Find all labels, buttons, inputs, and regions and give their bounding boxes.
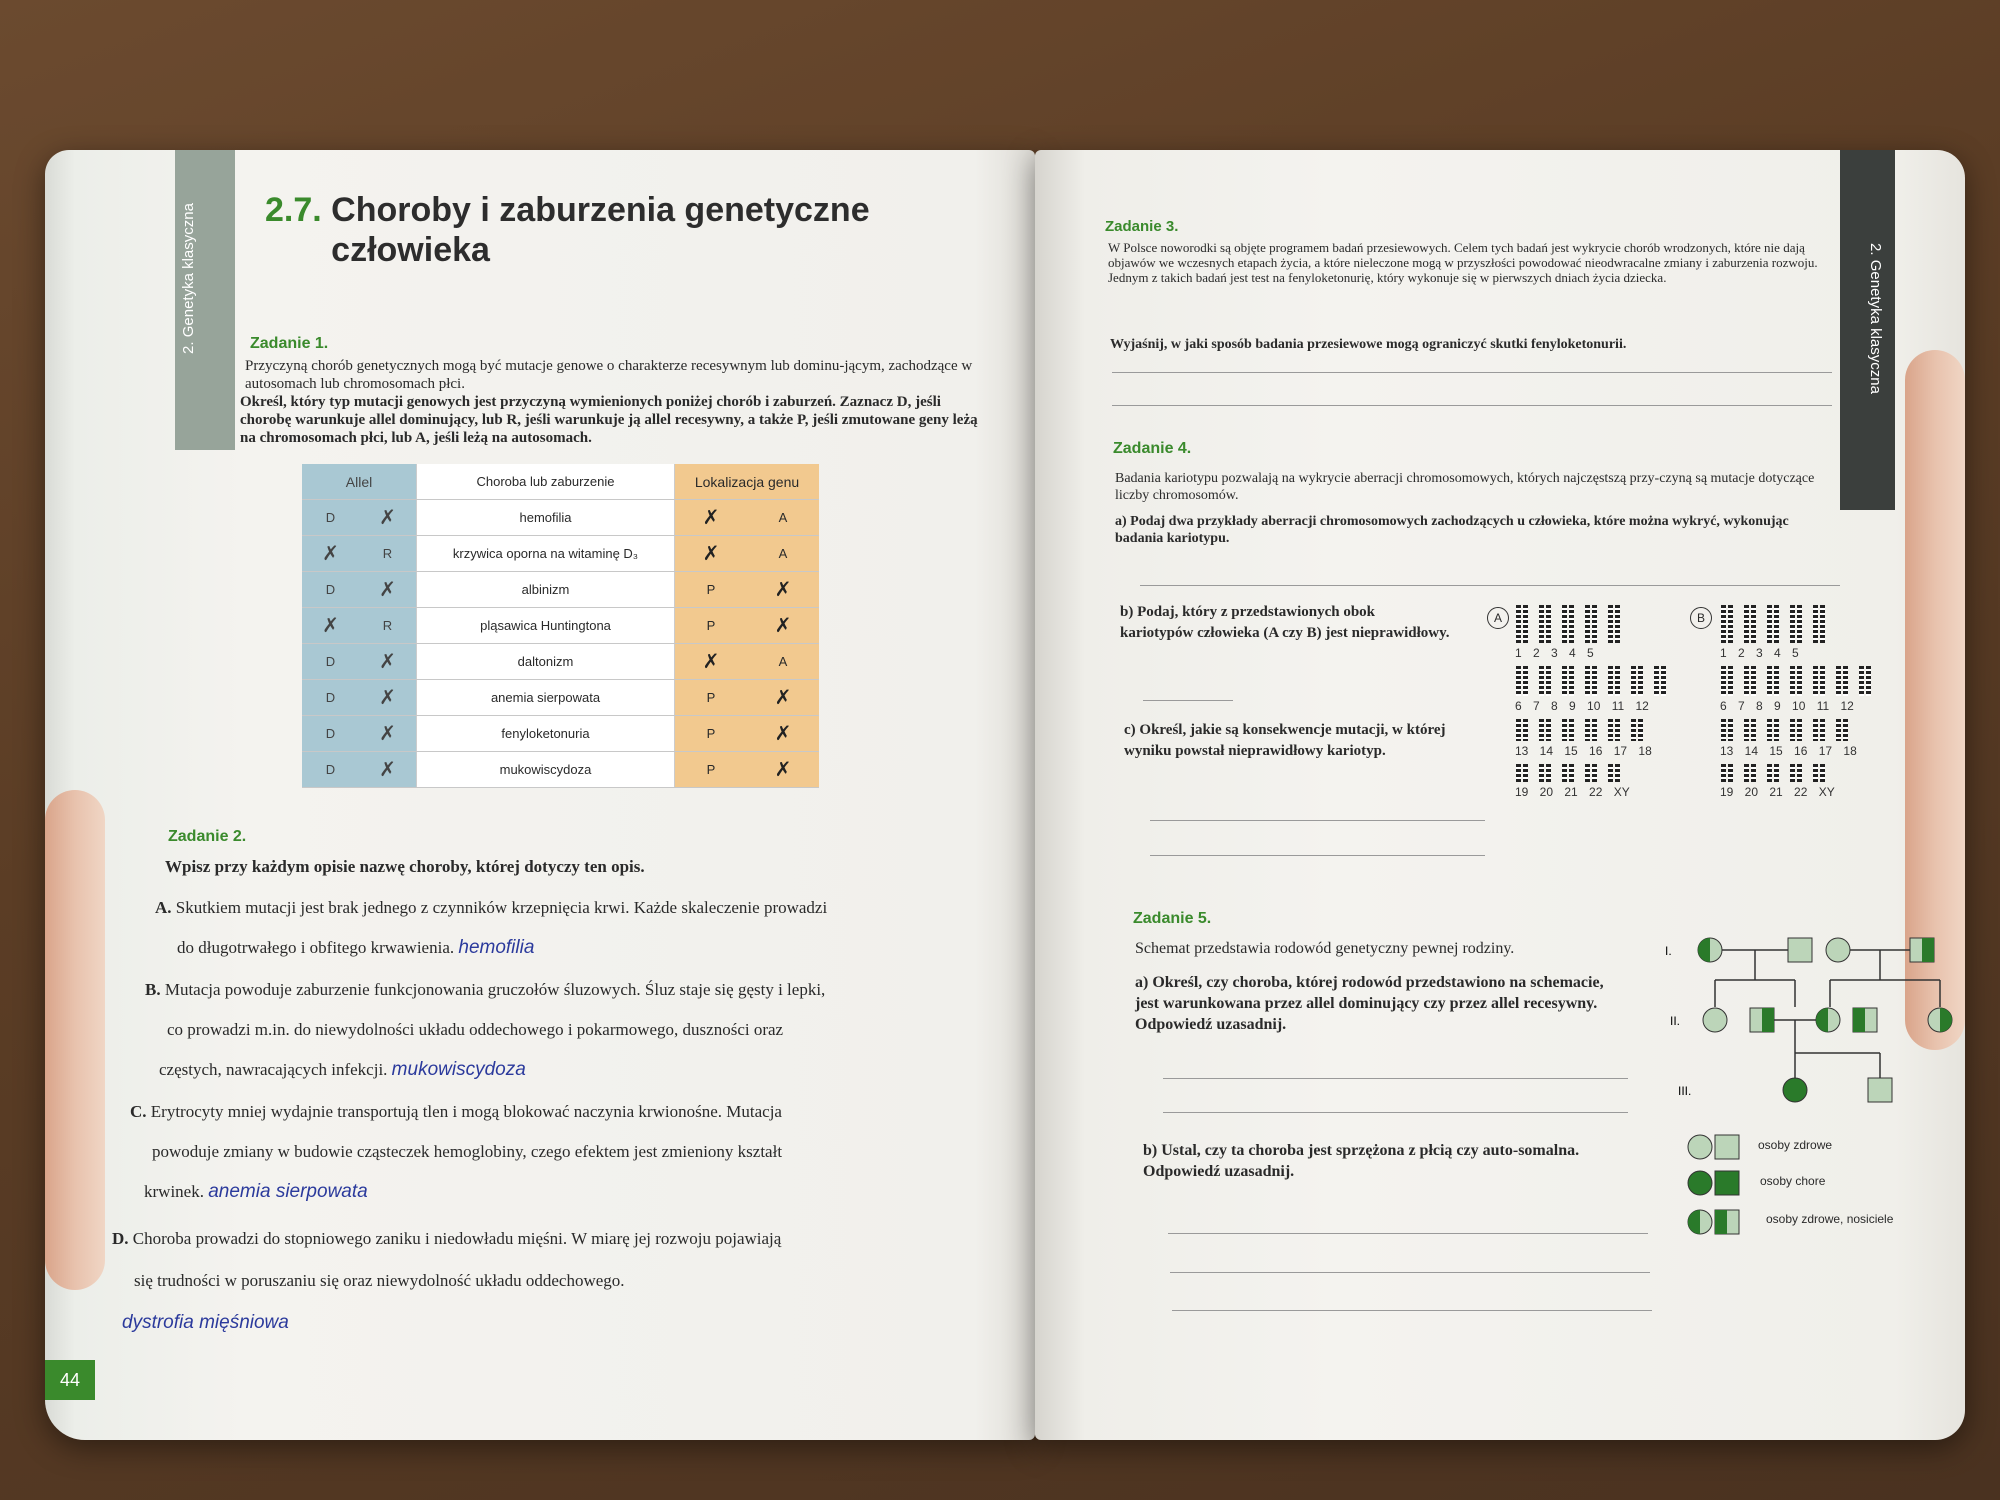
table-row	[302, 608, 819, 644]
chromosome-pair	[1515, 666, 1529, 699]
col-allel: Allel	[302, 464, 417, 500]
answer-line[interactable]	[1140, 585, 1840, 586]
chromosome-pair	[1561, 764, 1575, 785]
task4-c: c) Określ, jakie są konsekwencje mutacji, w której wyniku powstał nieprawidłowy kariotyp.	[1124, 722, 1446, 759]
cell-l2[interactable]: ✗	[747, 716, 819, 752]
legend-healthy-circle	[1688, 1135, 1712, 1159]
cell-l2[interactable]: ✗	[747, 572, 819, 608]
answer-line[interactable]	[1168, 1233, 1648, 1234]
chromosome-pair	[1584, 666, 1598, 699]
task5-title: Zadanie 5.	[1133, 910, 1212, 927]
chromosome-pair	[1720, 719, 1734, 744]
chromosome-pair	[1584, 764, 1598, 785]
legend-sick: osoby chore	[1760, 1174, 1826, 1188]
cell-l1[interactable]: ✗	[675, 644, 748, 680]
chromosome-pair	[1789, 719, 1803, 744]
answer-line[interactable]	[1150, 820, 1485, 821]
person-square-healthy	[1868, 1078, 1892, 1102]
cell-a2[interactable]: ✗	[359, 716, 417, 752]
chromosome-row	[1515, 666, 1715, 699]
cell-l2[interactable]: ✗	[747, 752, 819, 788]
task2-title: Zadanie 2.	[168, 828, 247, 845]
task2-item-b: B. Mutacja powoduje zaburzenie funkcjonowania gruczołów śluzowych. Śluz staje się gęsty i lepki, co prowadzi m.in. do niewydolności układu oddechowego i pokarmowego, duszności oraz częstych, nawracających infekcji. mukowiscydoza	[145, 980, 826, 1080]
answer-c[interactable]: anemia sierpowata	[208, 1181, 368, 1202]
chromosome-pair	[1515, 719, 1529, 744]
carrier-half-icon	[1940, 1008, 1952, 1032]
task2-item-a: A. Skutkiem mutacji jest brak jednego z czynników krzepnięcia krwi. Każde skaleczenie prowadzi do długotrwałego i obfitego krwawienia. hemofilia	[155, 898, 828, 958]
cell-l2[interactable]: A	[747, 644, 819, 680]
legend-sick-square	[1715, 1171, 1739, 1195]
cell-a1[interactable]: D	[302, 572, 359, 608]
decorative-photo	[45, 790, 105, 1290]
task1-table	[302, 464, 819, 788]
table-row	[302, 572, 819, 608]
chromosome-pair	[1538, 764, 1552, 785]
cell-disease: hemofilia	[417, 500, 675, 536]
cell-disease: albinizm	[417, 572, 675, 608]
chromosome-pair	[1653, 666, 1667, 699]
chromosome-pair	[1630, 719, 1644, 744]
cell-a1[interactable]: ✗	[302, 536, 359, 572]
legend-healthy-square	[1715, 1135, 1739, 1159]
chromosome-pair	[1538, 605, 1552, 646]
chromosome-pair	[1515, 605, 1529, 646]
chromosome-pair	[1766, 764, 1780, 785]
chromosome-pair	[1812, 719, 1826, 744]
table-row	[302, 716, 819, 752]
chromosome-row	[1515, 764, 1715, 785]
chromosome-pair	[1720, 666, 1734, 699]
gen-label-2: II.	[1670, 1014, 1681, 1028]
chromosome-pair	[1789, 605, 1803, 646]
chromosome-pair	[1538, 666, 1552, 699]
chromosome-row	[1515, 605, 1715, 646]
task5-b: b) Ustal, czy ta choroba jest sprzężona z płcią czy auto-somalna. Odpowiedź uzasadnij.	[1143, 1142, 1580, 1180]
cell-a1[interactable]: D	[302, 500, 359, 536]
chromosome-pair	[1630, 666, 1644, 699]
chromosome-row-label: 1 2 3 4 5	[1515, 646, 1594, 660]
col-location: Lokalizacja genu	[675, 464, 820, 500]
answer-line[interactable]	[1170, 1272, 1650, 1273]
task4-text: Badania kariotypu pozwalają na wykrycie aberracji chromosomowych, których najczęstszą przy-czyną są mutacje dotyczące liczby chromosomów.	[1115, 471, 1815, 503]
answer-b[interactable]: mukowiscydoza	[391, 1059, 526, 1080]
task4-a: a) Podaj dwa przykłady aberracji chromosomowych zachodzących u człowieka, które można wykryć, wykonując badania kariotypu.	[1115, 514, 1789, 546]
cell-a1[interactable]: D	[302, 716, 359, 752]
chromosome-row-label: 13 14 15 16 17 18	[1515, 744, 1652, 758]
chromosome-row	[1720, 666, 1920, 699]
task1-instruction: Określ, który typ mutacji genowych jest przyczyną wymienionych poniżej chorób i zaburzeń. Zaznacz D, jeśli chorobę warunkuje allel dominujący, lub R, jeśli warunkuje ją allel recesywny, a także P, jeśli zmutowane geny leżą na chromosomach płci, lub A, jeśli leżą na autosomach.	[240, 394, 978, 446]
cell-disease: mukowiscydoza	[417, 752, 675, 788]
chromosome-pair	[1584, 719, 1598, 744]
cell-a1[interactable]: D	[302, 752, 359, 788]
chromosome-pair	[1812, 605, 1826, 646]
task3-title: Zadanie 3.	[1105, 218, 1179, 235]
chromosome-pair	[1720, 605, 1734, 646]
carrier-half-icon	[1688, 1210, 1700, 1234]
answer-line[interactable]	[1163, 1112, 1628, 1113]
cell-l1[interactable]: P	[675, 716, 748, 752]
answer-line[interactable]	[1150, 855, 1485, 856]
cell-disease: pląsawica Huntingtona	[417, 608, 675, 644]
cell-a2[interactable]: ✗	[359, 680, 417, 716]
carrier-half-icon	[1762, 1008, 1774, 1032]
task4-title: Zadanie 4.	[1113, 440, 1192, 457]
person-square-healthy	[1788, 938, 1812, 962]
chapter-tab: 2. Genetyka klasyczna	[175, 150, 235, 450]
cell-a1[interactable]: ✗	[302, 608, 359, 644]
cell-l1[interactable]: P	[675, 680, 748, 716]
person-circle-sick	[1783, 1078, 1807, 1102]
cell-l1[interactable]: P	[675, 752, 748, 788]
cell-a1[interactable]: D	[302, 680, 359, 716]
table-row	[302, 644, 819, 680]
answer-a[interactable]: hemofilia	[458, 937, 535, 958]
chromosome-pair	[1743, 764, 1757, 785]
chromosome-pair	[1812, 764, 1826, 785]
task3-text: W Polsce noworodki są objęte programem badań przesiewowych. Celem tych badań jest wykrycie chorób wrodzonych, które nie dają objawów we wczesnych etapach życia, a które nieleczone mogą w przyszłości powodować nieodwracalne zmiany i zaburzenia rozwoju. Jednym z takich badań jest test na fenyloketonurię, który wykonuje się w pierwszych dniach życia dziecka.	[1108, 240, 1818, 285]
chromosome-pair	[1789, 666, 1803, 699]
cell-disease: fenyloketonuria	[417, 716, 675, 752]
chromosome-pair	[1858, 666, 1872, 699]
table-row	[302, 500, 819, 536]
cell-a2[interactable]: ✗	[359, 752, 417, 788]
person-circle-healthy	[1826, 938, 1850, 962]
task3-question: Wyjaśnij, w jaki sposób badania przesiewowe mogą ograniczyć skutki fenyloketonurii.	[1110, 337, 1627, 352]
table-row	[302, 752, 819, 788]
chapter-tab-right: 2. Genetyka klasyczna	[1840, 150, 1895, 510]
chromosome-pair	[1720, 764, 1734, 785]
task5-a: a) Określ, czy choroba, której rodowód przedstawiono na schemacie, jest warunkowana przez allel dominujący czy przez allel recesywny. Odpowiedź uzasadnij.	[1135, 974, 1604, 1033]
section-heading: 2.7. Choroby i zaburzenia genetyczne człowieka	[265, 190, 891, 270]
answer-line[interactable]	[1143, 700, 1233, 701]
cell-l1[interactable]: ✗	[675, 536, 748, 572]
answer-line[interactable]	[1112, 372, 1832, 373]
answer-line[interactable]	[1112, 405, 1832, 406]
cell-l1[interactable]: P	[675, 608, 748, 644]
chromosome-pair	[1835, 719, 1849, 744]
task1-title: Zadanie 1.	[250, 335, 329, 352]
table-row	[302, 536, 819, 572]
answer-line[interactable]	[1172, 1310, 1652, 1311]
task2-item-c: C. Erytrocyty mniej wydajnie transportują tlen i mogą blokować naczynia krwionośne. Mutacja powoduje zmiany w budowie cząsteczek hemoglobiny, czego efektem jest zmieniony kształt krwinek. anemia sierpowata	[130, 1102, 783, 1202]
carrier-half-icon	[1816, 1008, 1828, 1032]
legend-carriers: osoby zdrowe, nosiciele	[1766, 1212, 1894, 1226]
karyotype-a	[1515, 605, 1715, 805]
karyotype-b-badge: B	[1690, 607, 1712, 629]
cell-l1[interactable]: P	[675, 572, 748, 608]
karyotype-b	[1720, 605, 1920, 805]
chromosome-row-label: 19 20 21 22 XY	[1720, 785, 1835, 799]
task2-item-d: D. Choroba prowadzi do stopniowego zaniku i niedowładu mięśni. W miarę jej rozwoju pojawiają się trudności w poruszaniu się oraz niewydolność układu oddechowego. dystrofia mięśniowa	[112, 1229, 782, 1333]
gen-label-1: I.	[1665, 944, 1672, 958]
chromosome-row-label: 6 7 8 9 10 11 12	[1720, 699, 1854, 713]
cell-l1[interactable]: ✗	[675, 500, 748, 536]
chromosome-pair	[1607, 764, 1621, 785]
carrier-half-icon	[1698, 938, 1710, 962]
chromosome-pair	[1835, 666, 1849, 699]
cell-disease: daltonizm	[417, 644, 675, 680]
legend-sick-circle	[1688, 1171, 1712, 1195]
chromosome-pair	[1743, 719, 1757, 744]
task4-b: b) Podaj, który z przedstawionych obok kariotypów człowieka (A czy B) jest nieprawidłowy.	[1120, 604, 1450, 641]
carrier-half-icon	[1922, 938, 1934, 962]
chromosome-pair	[1538, 719, 1552, 744]
table-row	[302, 680, 819, 716]
col-disease: Choroba lub zaburzenie	[417, 464, 675, 500]
chromosome-pair	[1743, 605, 1757, 646]
carrier-half-icon	[1853, 1008, 1865, 1032]
answer-d[interactable]: dystrofia mięśniowa	[122, 1312, 289, 1333]
cell-disease: krzywica oporna na witaminę D₃	[417, 536, 675, 572]
karyotype-a-badge: A	[1487, 607, 1509, 629]
chromosome-row-label: 6 7 8 9 10 11 12	[1515, 699, 1649, 713]
cell-l2[interactable]: A	[747, 536, 819, 572]
chromosome-row	[1720, 605, 1920, 646]
chromosome-row	[1515, 719, 1715, 744]
cell-l2[interactable]: ✗	[747, 680, 819, 716]
chromosome-pair	[1743, 666, 1757, 699]
chromosome-row	[1720, 719, 1920, 744]
cell-a2[interactable]: ✗	[359, 572, 417, 608]
cell-a1[interactable]: D	[302, 644, 359, 680]
chromosome-row-label: 19 20 21 22 XY	[1515, 785, 1630, 799]
task5-text: Schemat przedstawia rodowód genetyczny pewnej rodziny.	[1135, 940, 1515, 957]
cell-a2[interactable]: ✗	[359, 500, 417, 536]
carrier-half-icon	[1715, 1210, 1727, 1234]
page-number: 44	[45, 1360, 95, 1400]
chromosome-pair	[1607, 666, 1621, 699]
section-title: Choroby i zaburzenia genetyczne człowieka	[331, 191, 870, 269]
chromosome-pair	[1607, 605, 1621, 646]
legend-healthy: osoby zdrowe	[1758, 1138, 1833, 1152]
cell-a2[interactable]: R	[359, 536, 417, 572]
chromosome-pair	[1766, 666, 1780, 699]
cell-l2[interactable]: A	[747, 500, 819, 536]
chromosome-pair	[1766, 605, 1780, 646]
task2-instruction: Wpisz przy każdym opisie nazwę choroby, której dotyczy ten opis.	[165, 857, 645, 876]
answer-line[interactable]	[1163, 1078, 1628, 1079]
chromosome-pair	[1515, 764, 1529, 785]
chromosome-pair	[1584, 605, 1598, 646]
chromosome-row-label: 13 14 15 16 17 18	[1720, 744, 1857, 758]
chromosome-pair	[1561, 719, 1575, 744]
chromosome-pair	[1561, 666, 1575, 699]
chromosome-pair	[1812, 666, 1826, 699]
task1-intro: Przyczyną chorób genetycznych mogą być mutacje genowe o charakterze recesywnym lub dominu-jącym, zachodzące w autosomach lub chromosomach płci.	[245, 358, 973, 392]
pedigree-diagram	[1640, 925, 1970, 1135]
chromosome-pair	[1789, 764, 1803, 785]
chromosome-pair	[1561, 605, 1575, 646]
chromosome-pair	[1607, 719, 1621, 744]
chromosome-row	[1720, 764, 1920, 785]
gen-label-3: III.	[1678, 1084, 1692, 1098]
cell-l2[interactable]: ✗	[747, 608, 819, 644]
chromosome-pair	[1766, 719, 1780, 744]
cell-a2[interactable]: ✗	[359, 644, 417, 680]
pedigree-legend-symbols	[1685, 1130, 1745, 1245]
cell-a2[interactable]: R	[359, 608, 417, 644]
person-circle-healthy	[1703, 1008, 1727, 1032]
cell-disease: anemia sierpowata	[417, 680, 675, 716]
chromosome-row-label: 1 2 3 4 5	[1720, 646, 1799, 660]
